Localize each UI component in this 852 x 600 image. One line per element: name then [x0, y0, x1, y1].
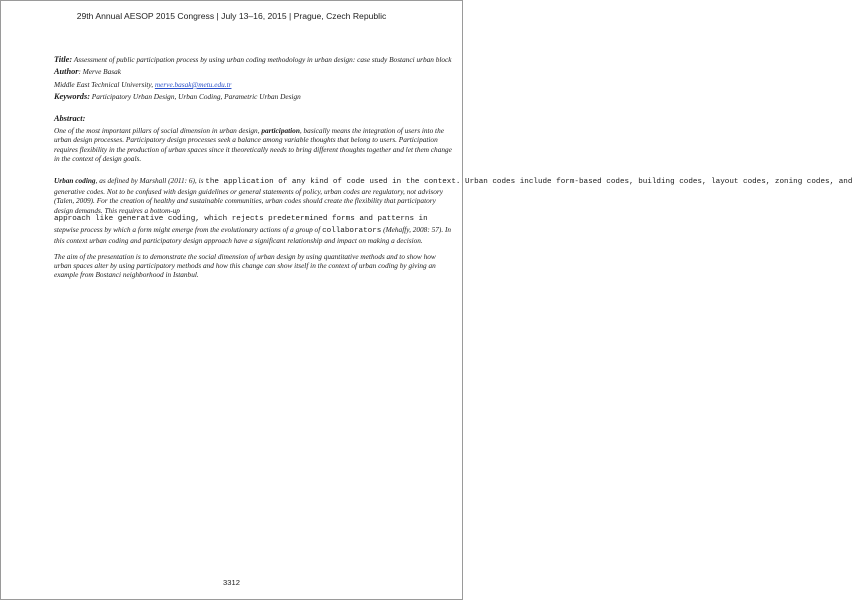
- keywords-label: Keywords:: [54, 92, 90, 102]
- affiliation-text: Middle East Technical University,: [54, 79, 155, 89]
- p2-citation: (Mehaffy, 2008: 57): [383, 224, 442, 234]
- p1-text-a: One of the most important pillars of social dimension in urban design,: [54, 126, 262, 136]
- page-number: 3312: [223, 578, 240, 587]
- title-line: [54, 55, 452, 64]
- p1-text-c: , basically means the integration of users into the urban design processes. Participatory design processes seek a balance among variable thoughts that belong to users. Participation requires flexibility in the production of urban spaces since it theoretically needs to bring different thoughts together and let them change in the context of design goals.: [54, 126, 452, 164]
- p2-text-e: stepwise process by which a form might emerge from the evolutionary actions of a group of: [54, 224, 321, 234]
- email-link[interactable]: merve.basak@metu.edu.tr: [154, 79, 232, 89]
- running-header: 29th Annual AESOP 2015 Congress | July 13–16, 2015 | Prague, Czech Republic: [76, 11, 387, 21]
- abstract-paragraph-1: [54, 126, 452, 164]
- p2-text-a: , as defined by Marshall (2011: 6), is: [95, 175, 206, 185]
- abstract-paragraph-3: The aim of the presentation is to demonstrate the social dimension of urban design by using quantitative methods and to show how urban spaces alter by using participatory methods and how this change can show itself in the context of urban coding by giving an example from Bostanci neighborhood in Istanbul.: [54, 251, 436, 280]
- keywords-text: Participatory Urban Design, Urban Coding, Parametric Urban Design: [89, 92, 301, 102]
- p2-mono-collaborators: collaborators: [322, 226, 382, 235]
- abstract-paragraph-2: [54, 175, 852, 246]
- p2-mono-text-d: approach like generative coding, which rejects predetermined forms and patterns in: [54, 215, 428, 224]
- keywords-line: [54, 92, 452, 101]
- paper-body: [54, 55, 852, 280]
- author-label: Author: [54, 67, 79, 77]
- p2-line-1: [54, 175, 852, 187]
- p2-text-c: generative codes. Not to be confused with design guidelines or general statements of policy, urban codes are regulatory, not advisory (Talen, 2009). For the creation of healthy and sustainable communities, urban codes should create the flexibility that participatory design demands. This requires a bottom-up: [54, 187, 443, 215]
- author-name: : Merve Basak: [78, 67, 121, 77]
- affiliation-line: [54, 80, 452, 89]
- abstract-heading: Abstract:: [54, 113, 86, 123]
- p1-participation-term: participation: [261, 126, 300, 136]
- title-text: Assessment of public participation process by using urban coding methodology in urban design: case study Bostanci urban block: [72, 55, 452, 64]
- p2-text-h: . In this context urban coding and participatory design approach have a significant relationship and impact on making a decision.: [54, 224, 452, 246]
- p2-urban-coding-term: Urban coding: [54, 175, 96, 185]
- author-line: [54, 67, 452, 76]
- p2-mono-text-b: the application of any kind of code used in the context. Urban codes include form-based codes, building codes, layout codes, zoning codes, and: [205, 177, 852, 186]
- title-label: Title:: [54, 55, 73, 64]
